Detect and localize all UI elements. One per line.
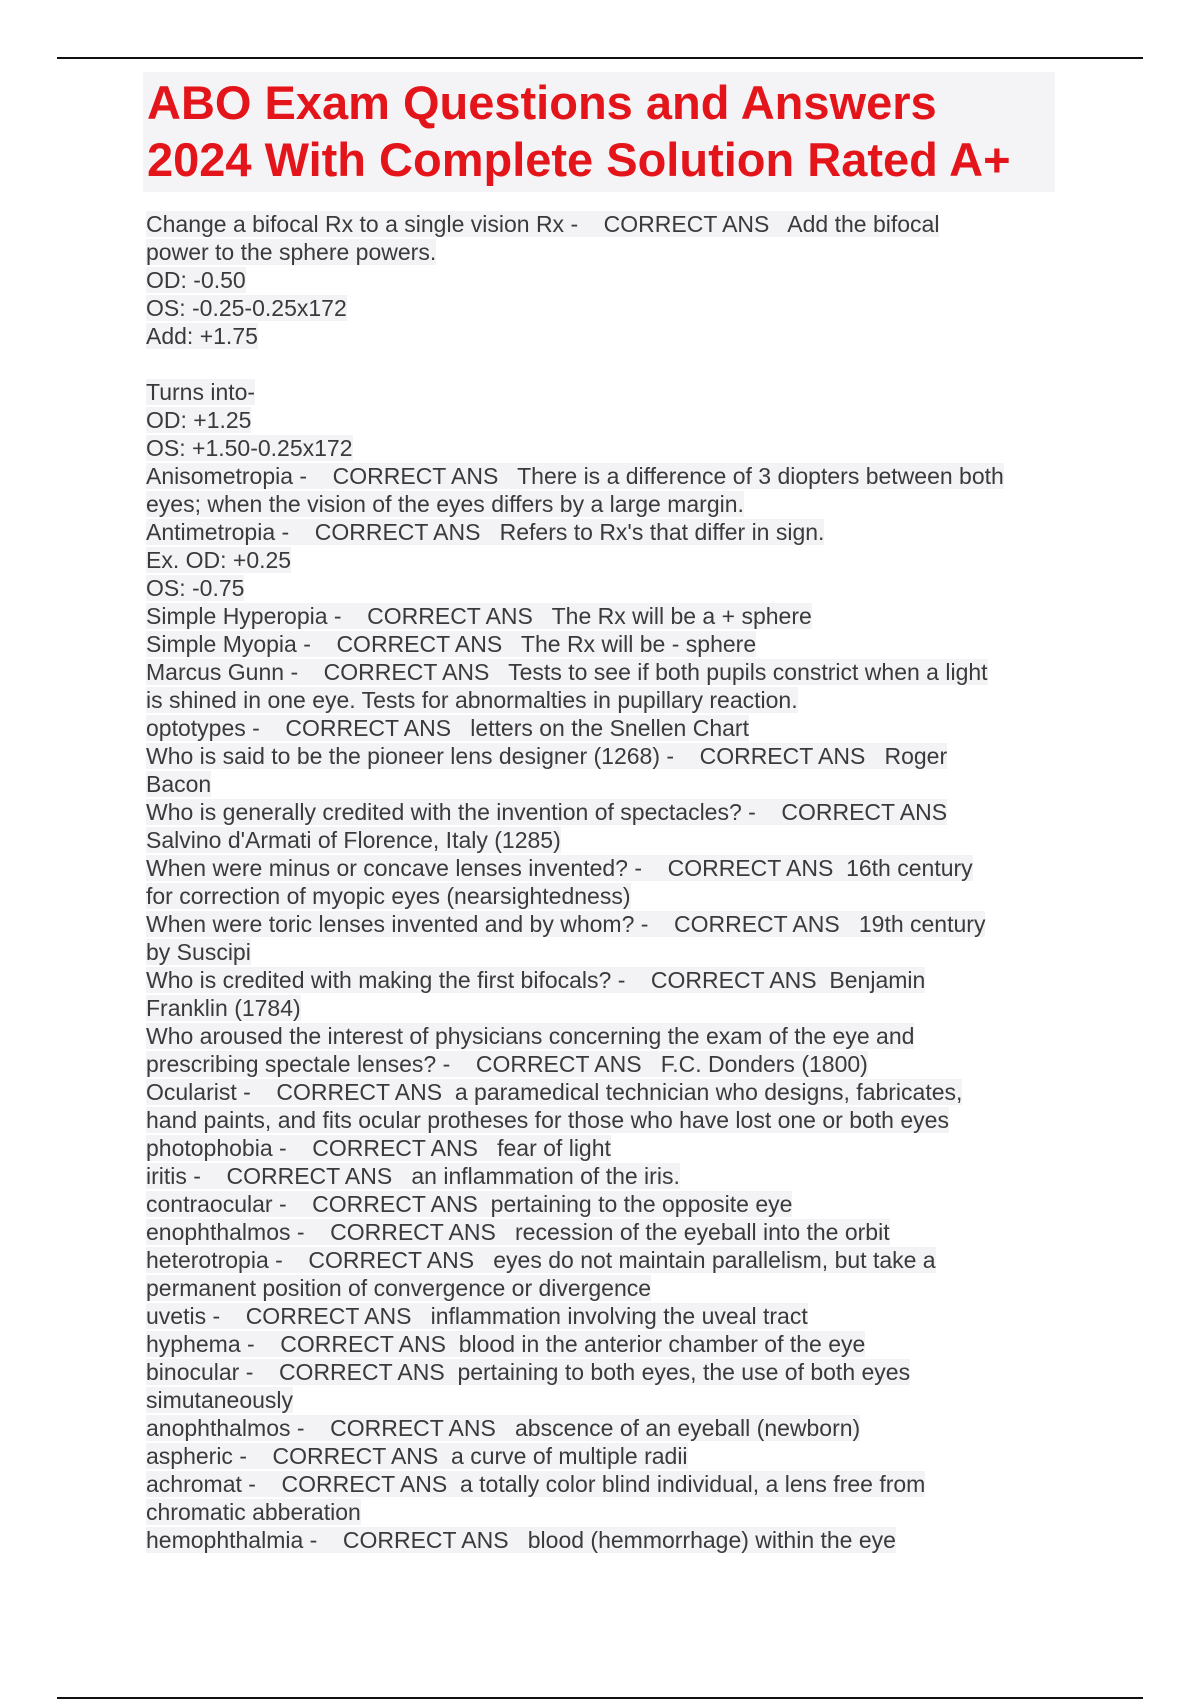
text-line — [146, 322, 1066, 350]
line-text: Turns into- — [146, 379, 256, 405]
line-text: optotypes - CORRECT ANS letters on the Snellen Chart — [146, 715, 749, 741]
line-text: simutaneously — [146, 1387, 294, 1413]
line-text: Franklin (1784) — [146, 995, 301, 1021]
line-text: iritis - CORRECT ANS an inflammation of the iris. — [146, 1163, 680, 1189]
text-line — [146, 1246, 1066, 1274]
line-text: anophthalmos - CORRECT ANS abscence of an eyeball (newborn) — [146, 1415, 861, 1441]
line-text: Marcus Gunn - CORRECT ANS Tests to see if both pupils constrict when a light — [146, 659, 988, 685]
line-text: Add: +1.75 — [146, 323, 258, 349]
line-text: eyes; when the vision of the eyes differs by a large margin. — [146, 491, 744, 517]
text-line — [146, 1218, 1066, 1246]
text-line — [146, 658, 1066, 686]
title-line-1: ABO Exam Questions and Answers — [147, 76, 937, 129]
text-line — [146, 602, 1066, 630]
line-text: achromat - CORRECT ANS a totally color blind individual, a lens free from — [146, 1471, 926, 1497]
line-text: OD: -0.50 — [146, 267, 246, 293]
line-text: Salvino d'Armati of Florence, Italy (1285) — [146, 827, 561, 853]
text-line — [146, 1470, 1066, 1498]
text-line — [146, 966, 1066, 994]
footer-rule — [57, 1697, 1143, 1699]
text-line — [146, 238, 1066, 266]
line-text: for correction of myopic eyes (nearsightedness) — [146, 883, 631, 909]
text-line — [146, 882, 1066, 910]
line-text: Bacon — [146, 771, 212, 797]
text-line — [146, 798, 1066, 826]
text-line — [146, 462, 1066, 490]
text-line — [146, 1498, 1066, 1526]
line-text: contraocular - CORRECT ANS pertaining to the opposite eye — [146, 1191, 793, 1217]
text-line — [146, 1526, 1066, 1554]
text-line — [146, 434, 1066, 462]
text-line — [146, 1302, 1066, 1330]
line-text: uvetis - CORRECT ANS inflammation involving the uveal tract — [146, 1303, 808, 1329]
text-line — [146, 1330, 1066, 1358]
text-line — [146, 1358, 1066, 1386]
text-line — [146, 406, 1066, 434]
line-text: Ocularist - CORRECT ANS a paramedical technician who designs, fabricates, — [146, 1079, 963, 1105]
line-text: When were minus or concave lenses invented? - CORRECT ANS 16th century — [146, 855, 973, 881]
header-rule — [57, 57, 1143, 59]
line-text: is shined in one eye. Tests for abnormalties in pupillary reaction. — [146, 687, 798, 713]
line-text: OS: -0.25-0.25x172 — [146, 295, 347, 321]
line-text: power to the sphere powers. — [146, 239, 437, 265]
text-line — [146, 1134, 1066, 1162]
text-line — [146, 1414, 1066, 1442]
line-text: Who aroused the interest of physicians concerning the exam of the eye and — [146, 1023, 915, 1049]
text-line — [146, 826, 1066, 854]
line-text: prescribing spectale lenses? - CORRECT ANS F.C. Donders (1800) — [146, 1051, 868, 1077]
line-text: Anisometropia - CORRECT ANS There is a difference of 3 diopters between both — [146, 463, 1004, 489]
text-line — [146, 1106, 1066, 1134]
text-line — [146, 854, 1066, 882]
text-line — [146, 770, 1066, 798]
text-line — [146, 574, 1066, 602]
line-text: aspheric - CORRECT ANS a curve of multiple radii — [146, 1443, 688, 1469]
text-line — [146, 1162, 1066, 1190]
text-line — [146, 910, 1066, 938]
text-line — [146, 1190, 1066, 1218]
text-line — [146, 518, 1066, 546]
text-line — [146, 294, 1066, 322]
line-text: OS: -0.75 — [146, 575, 245, 601]
text-line — [146, 714, 1066, 742]
line-text: Who is said to be the pioneer lens designer (1268) - CORRECT ANS Roger — [146, 743, 948, 769]
text-line — [146, 1442, 1066, 1470]
line-text: OD: +1.25 — [146, 407, 252, 433]
line-text: Ex. OD: +0.25 — [146, 547, 292, 573]
text-line — [146, 546, 1066, 574]
text-line — [146, 994, 1066, 1022]
text-line — [146, 210, 1066, 238]
text-line — [146, 686, 1066, 714]
line-text: When were toric lenses invented and by whom? - CORRECT ANS 19th century — [146, 911, 986, 937]
text-line — [146, 1274, 1066, 1302]
document-title — [143, 72, 1055, 192]
line-text: Simple Hyperopia - CORRECT ANS The Rx will be a + sphere — [146, 603, 812, 629]
line-text: hemophthalmia - CORRECT ANS blood (hemmorrhage) within the eye — [146, 1527, 896, 1553]
text-line — [146, 1386, 1066, 1414]
line-text: Antimetropia - CORRECT ANS Refers to Rx's that differ in sign. — [146, 519, 825, 545]
text-line — [146, 1022, 1066, 1050]
line-text: hand paints, and fits ocular protheses for those who have lost one or both eyes — [146, 1107, 949, 1133]
line-text: hyphema - CORRECT ANS blood in the anterior chamber of the eye — [146, 1331, 866, 1357]
text-line — [146, 742, 1066, 770]
line-text: Who is credited with making the first bifocals? - CORRECT ANS Benjamin — [146, 967, 926, 993]
text-line — [146, 1078, 1066, 1106]
text-line — [146, 630, 1066, 658]
text-line — [146, 938, 1066, 966]
line-text: Who is generally credited with the invention of spectacles? - CORRECT ANS — [146, 799, 948, 825]
line-text: permanent position of convergence or divergence — [146, 1275, 652, 1301]
line-text: enophthalmos - CORRECT ANS recession of the eyeball into the orbit — [146, 1219, 890, 1245]
line-text: by Suscipi — [146, 939, 251, 965]
line-text: heterotropia - CORRECT ANS eyes do not maintain parallelism, but take a — [146, 1247, 936, 1273]
line-text: Simple Myopia - CORRECT ANS The Rx will be - sphere — [146, 631, 757, 657]
text-line — [146, 1050, 1066, 1078]
blank-line — [146, 350, 1066, 378]
line-text: binocular - CORRECT ANS pertaining to both eyes, the use of both eyes — [146, 1359, 911, 1385]
line-text: chromatic abberation — [146, 1499, 361, 1525]
title-line-2: 2024 With Complete Solution Rated A+ — [147, 133, 1011, 186]
line-text: OS: +1.50-0.25x172 — [146, 435, 353, 461]
document-body — [146, 210, 1066, 1554]
text-line — [146, 490, 1066, 518]
text-line — [146, 378, 1066, 406]
text-line — [146, 266, 1066, 294]
line-text: Change a bifocal Rx to a single vision Rx - CORRECT ANS Add the bifocal — [146, 211, 940, 237]
line-text: photophobia - CORRECT ANS fear of light — [146, 1135, 611, 1161]
